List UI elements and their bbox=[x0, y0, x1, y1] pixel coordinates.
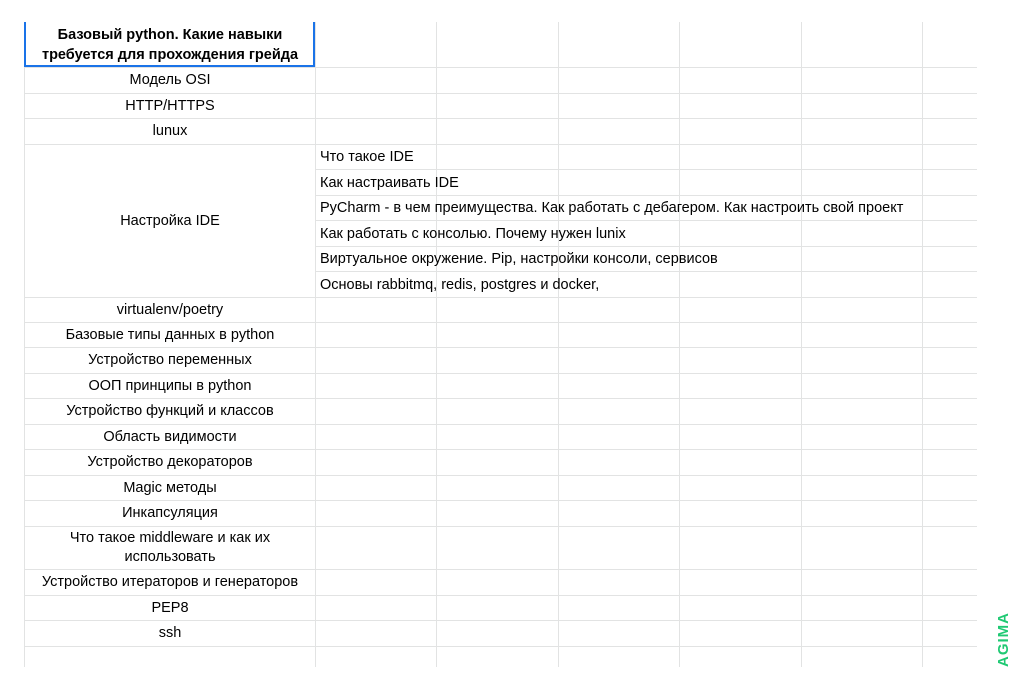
cell-selection-border bbox=[24, 22, 315, 67]
cell-topic[interactable]: ssh bbox=[158, 625, 182, 641]
cell-topic[interactable]: Magic методы bbox=[123, 479, 217, 496]
cell-topic[interactable]: lunux bbox=[152, 123, 188, 139]
cell-topic[interactable]: PEP8 bbox=[151, 599, 189, 616]
cell-topic[interactable]: Устройство декораторов bbox=[87, 454, 253, 470]
cell-ide-detail[interactable]: Что такое IDE bbox=[320, 149, 414, 165]
cell-topic[interactable]: Инкапсуляция bbox=[122, 505, 218, 521]
cell-topic[interactable]: Область видимости bbox=[103, 428, 237, 445]
cell-topic[interactable]: virtualenv/poetry bbox=[116, 301, 224, 318]
cell-topic[interactable]: ООП принципы в python bbox=[88, 377, 252, 394]
cell-ide-detail[interactable]: Виртуальное окружение. Pip, настройки консоли, сервисов bbox=[320, 251, 718, 267]
cell-topic[interactable]: Модель OSI bbox=[129, 72, 211, 88]
header-cell[interactable]: Базовый python. Какие навыки требуется для прохождения грейда bbox=[41, 26, 299, 63]
cell-topic[interactable]: Устройство итераторов и генераторов bbox=[41, 574, 299, 590]
cell-ide-detail[interactable]: Как настраивать IDE bbox=[320, 174, 459, 191]
cell-topic[interactable]: Устройство переменных bbox=[88, 352, 252, 368]
cell-ide-detail[interactable]: Основы rabbitmq, redis, postgres и docker, bbox=[320, 276, 600, 293]
cell-topic[interactable]: Что такое middleware и как их использовать bbox=[69, 530, 271, 565]
cell-topic[interactable]: Устройство функций и классов bbox=[66, 403, 274, 419]
cell-topic[interactable]: HTTP/HTTPS bbox=[125, 97, 215, 114]
cell-ide-detail[interactable]: PyCharm - в чем преимущества. Как работать с дебагером. Как настроить свой проект bbox=[320, 200, 904, 216]
logo-text: AGIMA bbox=[994, 611, 1012, 667]
cell-ide-detail[interactable]: Как работать с консолью. Почему нужен lunix bbox=[320, 225, 626, 242]
agima-logo bbox=[990, 608, 1016, 670]
row-divider bbox=[24, 646, 977, 647]
cell-topic[interactable]: Базовые типы данных в python bbox=[65, 326, 275, 343]
cell-topic-merged[interactable]: Настройка IDE bbox=[120, 212, 220, 229]
